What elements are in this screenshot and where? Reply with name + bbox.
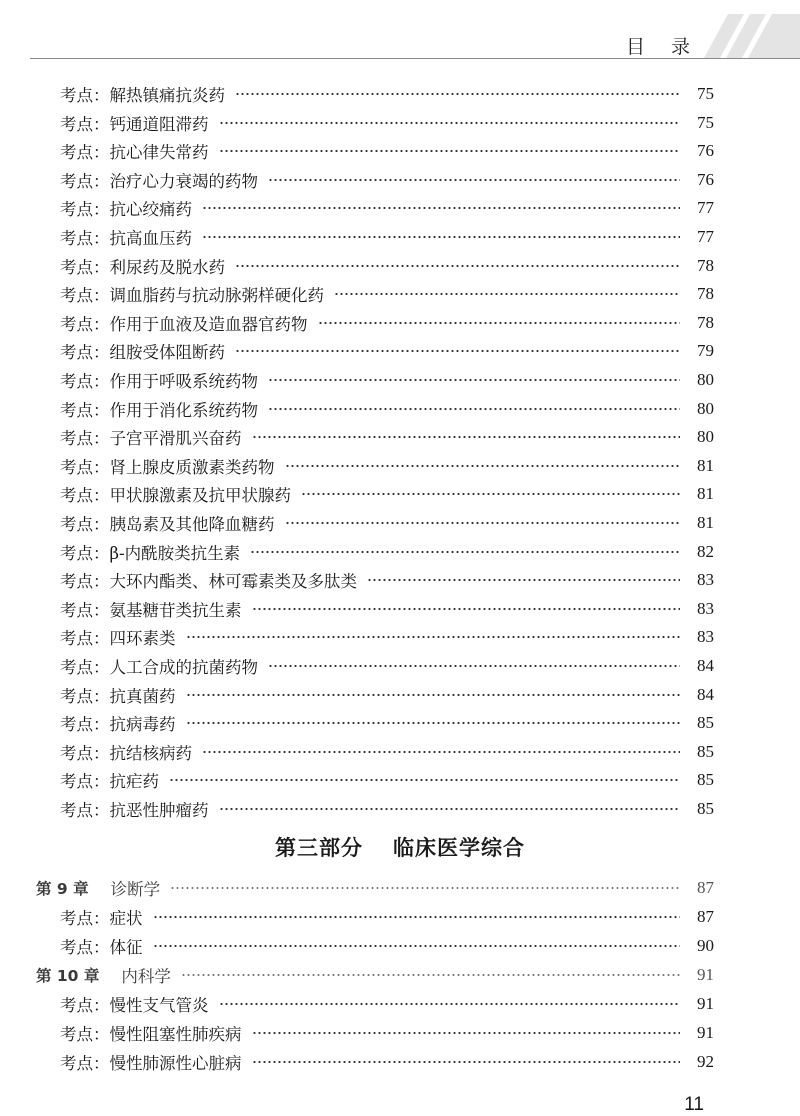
leader-dots [268, 178, 680, 182]
toc-entry[interactable] [0, 194, 800, 222]
toc-entry-page: 87 [697, 907, 714, 926]
toc-entry-page: 78 [697, 255, 714, 275]
toc-entry[interactable] [0, 337, 800, 365]
toc-entry[interactable] [0, 166, 800, 194]
toc-entry[interactable] [0, 423, 800, 451]
toc-entry-label: 考点：作用于血液及造血器官药物 [60, 314, 308, 334]
toc-entry-page: 85 [697, 713, 714, 733]
toc-entry[interactable] [0, 623, 800, 651]
toc-entry-page: 80 [697, 370, 714, 389]
leader-dots [252, 607, 681, 611]
toc-entry-page: 81 [697, 513, 714, 532]
toc-entry-page: 80 [697, 398, 714, 418]
toc-entry-page: 84 [697, 684, 714, 704]
toc-entry[interactable] [0, 652, 800, 680]
chapter-title: 诊断学 [110, 880, 161, 899]
toc-entry-label: 考点：调血脂药与抗动脉粥样硬化药 [60, 286, 324, 306]
toc-entry[interactable] [0, 566, 800, 594]
toc-entry-label: 考点：解热镇痛抗炎药 [60, 86, 225, 105]
toc-entry-label: 考点：β-内酰胺类抗生素 [60, 543, 241, 563]
toc-entry-label: 考点：慢性阻塞性肺疾病 [60, 1025, 242, 1044]
leader-dots [268, 407, 680, 411]
toc-entry-label: 考点：抗病毒药 [60, 715, 176, 735]
section-heading [0, 832, 800, 862]
toc-entry-label: 考点：作用于消化系统药物 [60, 400, 258, 420]
toc-entry-page: 75 [697, 84, 714, 103]
leader-dots [285, 521, 681, 525]
leader-dots [186, 635, 681, 639]
toc-entry[interactable] [0, 137, 800, 165]
toc-entry-label: 考点：抗心律失常药 [60, 143, 209, 163]
toc-entry-label: 考点：组胺受体阻断药 [60, 343, 225, 363]
toc-entry-page: 83 [697, 627, 714, 647]
toc-entry-label: 考点：肾上腺皮质激素类药物 [60, 457, 275, 477]
leader-dots [252, 1060, 681, 1064]
page-header [0, 0, 800, 62]
toc-entry-page: 78 [697, 312, 714, 332]
toc-entry-page: 82 [697, 541, 714, 561]
leader-dots [219, 121, 681, 125]
toc-entry-label: 考点：甲状腺激素及抗甲状腺药 [60, 486, 291, 506]
leader-dots [235, 264, 680, 268]
toc-entry[interactable] [0, 280, 800, 308]
toc-entry[interactable] [0, 509, 800, 537]
toc-entry-label: 考点：治疗心力衰竭的药物 [60, 171, 258, 191]
toc-entry-page: 77 [697, 198, 714, 218]
toc-entry[interactable] [0, 480, 800, 508]
leader-dots [169, 778, 680, 782]
leader-dots [153, 944, 681, 948]
chapter-title: 内科学 [121, 967, 171, 986]
page-number: 11 [684, 1094, 704, 1115]
toc-entry[interactable] [0, 766, 800, 794]
toc-entry-label: 考点：抗心绞痛药 [60, 200, 192, 220]
leader-dots [252, 1031, 681, 1035]
toc-entry-label: 考点：慢性肺源性心脏病 [60, 1054, 242, 1073]
leader-dots [235, 349, 680, 353]
toc-entry-label: 考点：利尿药及脱水药 [60, 257, 225, 277]
toc-entry-page: 85 [697, 770, 714, 790]
section-part: 第三部分 [275, 836, 363, 860]
toc-entry-label: 考点：症状 [60, 909, 143, 928]
toc-entry[interactable] [0, 252, 800, 280]
toc-entry-page: 80 [697, 427, 714, 447]
leader-dots [219, 807, 681, 811]
toc-entry-page: 76 [697, 141, 714, 161]
toc-entry-page: 85 [697, 799, 714, 818]
toc-entry[interactable] [0, 452, 800, 480]
toc-entry-label: 考点：抗高血压药 [60, 229, 192, 248]
toc-entry-label: 考点：四环素类 [60, 629, 176, 649]
toc-entry[interactable] [0, 223, 800, 251]
toc-entry-label: 考点：人工合成的抗菌药物 [60, 658, 258, 677]
toc-entry-label: 考点：钙通道阻滞药 [60, 114, 209, 134]
header-rule [30, 58, 800, 59]
leader-dots [301, 492, 680, 496]
toc-entry-page: 85 [697, 741, 714, 761]
leader-dots [202, 206, 680, 210]
toc-entry-page: 83 [697, 598, 714, 618]
toc-entry-page: 91 [697, 1023, 714, 1042]
leader-dots [252, 435, 681, 439]
toc-entry-page: 90 [697, 936, 714, 955]
toc-entry[interactable] [0, 990, 800, 1018]
leader-dots [367, 578, 680, 582]
toc-entry-page: 92 [697, 1052, 714, 1071]
header-title: 目录 [626, 36, 717, 58]
leader-dots [202, 750, 680, 754]
toc-entry-page: 83 [697, 570, 714, 590]
chapter-number: 第 9 章 [36, 880, 89, 898]
toc-entry[interactable] [0, 738, 800, 766]
leader-dots [202, 235, 680, 239]
toc-entry[interactable] [0, 366, 800, 394]
toc-entry[interactable] [0, 80, 800, 108]
leader-dots [186, 693, 681, 697]
toc-entry-label: 考点：抗疟药 [60, 772, 159, 792]
toc-entry-label: 考点：抗结核病药 [60, 743, 192, 763]
toc-entry-page: 75 [697, 112, 714, 132]
toc-entry-label: 考点：抗真菌药 [60, 686, 176, 706]
toc-entry-page: 77 [697, 227, 714, 246]
leader-dots [219, 1002, 681, 1006]
chapter-number: 第 10 章 [36, 967, 100, 985]
toc-entry-page: 91 [697, 994, 714, 1013]
toc-entry[interactable] [0, 395, 800, 423]
toc-entry[interactable] [0, 1048, 800, 1076]
toc-entry[interactable] [0, 903, 800, 931]
toc-entry-page: 81 [697, 455, 714, 475]
toc-entry-page: 84 [697, 656, 714, 675]
leader-dots [334, 292, 680, 296]
leader-dots [268, 664, 680, 668]
leader-dots [186, 721, 681, 725]
toc-entry[interactable] [0, 709, 800, 737]
toc-entry[interactable] [0, 1019, 800, 1047]
leader-dots [181, 973, 680, 977]
toc-entry-label: 考点：抗恶性肿瘤药 [60, 801, 209, 820]
leader-dots [250, 550, 680, 554]
toc-entry-label: 考点：作用于呼吸系统药物 [60, 372, 258, 391]
toc-entry[interactable] [0, 795, 800, 823]
toc-entry[interactable] [0, 109, 800, 137]
toc-entry-page: 79 [697, 341, 714, 361]
toc-entry[interactable] [0, 595, 800, 623]
toc-entry-page: 76 [697, 169, 714, 189]
chapter-page: 87 [697, 878, 714, 897]
toc-entry-label: 考点：氨基糖苷类抗生素 [60, 600, 242, 620]
toc-entry-page: 78 [697, 284, 714, 304]
section-title: 临床医学综合 [393, 836, 525, 860]
toc-entry-label: 考点：子宫平滑肌兴奋药 [60, 429, 242, 449]
leader-dots [235, 92, 680, 96]
chapter-page: 91 [697, 965, 714, 984]
toc-entry[interactable] [0, 538, 800, 566]
leader-dots [153, 915, 681, 919]
leader-dots [219, 149, 681, 153]
toc-entry-page: 81 [697, 484, 714, 504]
toc-entry-label: 考点：胰岛素及其他降血糖药 [60, 515, 275, 534]
leader-dots [170, 886, 680, 890]
leader-dots [318, 321, 681, 325]
toc-chapter[interactable] [0, 874, 800, 902]
toc-entry[interactable] [0, 681, 800, 709]
toc-entry[interactable] [0, 932, 800, 960]
leader-dots [285, 464, 681, 468]
toc-entry-label: 考点：慢性支气管炎 [60, 996, 209, 1015]
toc-chapter[interactable] [0, 961, 800, 989]
leader-dots [268, 378, 680, 382]
toc-entry[interactable] [0, 309, 800, 337]
toc-entry-label: 考点：大环内酯类、林可霉素类及多肽类 [60, 572, 357, 592]
toc-entry-label: 考点：体征 [60, 938, 143, 957]
